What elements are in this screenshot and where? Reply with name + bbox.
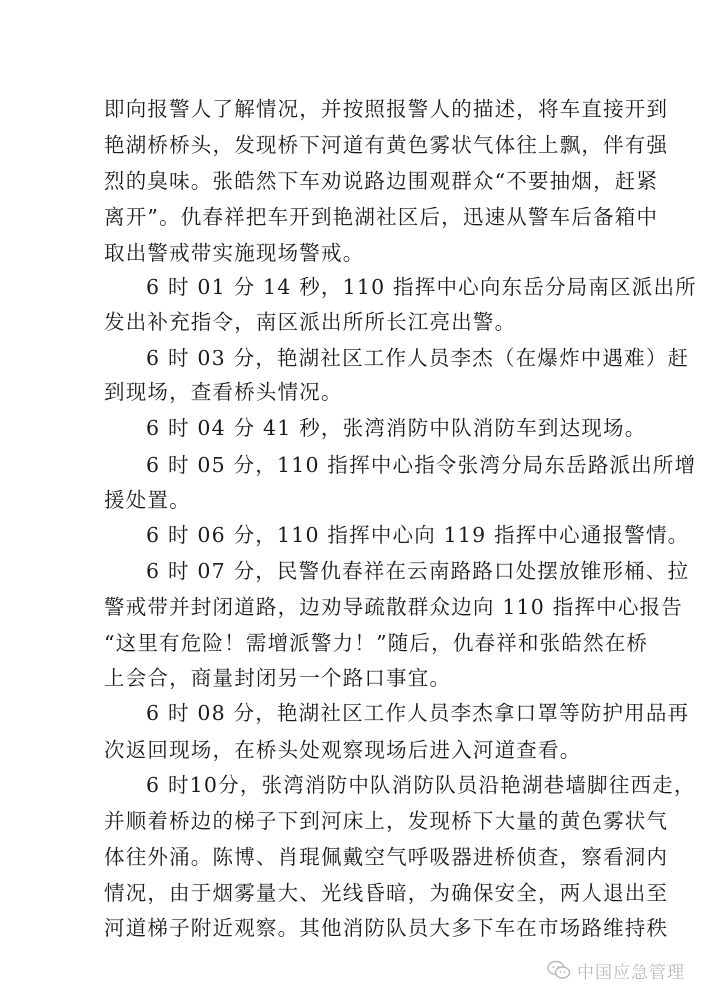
text-line: 烈的臭味。张皓然下车劝说路边围观群众“不要抽烟，赶紧 xyxy=(104,169,659,193)
text-line: 即向报警人了解情况，并按照报警人的描述，将车直接开到 xyxy=(104,97,669,121)
wechat-icon xyxy=(547,960,571,980)
text-line: 取出警戒带实施现场警戒。 xyxy=(104,241,365,265)
text-line: 发出补充指令，南区派出所所长江亮出警。 xyxy=(104,310,517,334)
text-line: 6 时 06 分，110 指挥中心向 119 指挥中心通报警情。 xyxy=(146,523,690,547)
text-line: 河道梯子附近观察。其他消防队员大多下车在市场路维持秩 xyxy=(104,916,669,940)
text-line: 警戒带并封闭道路，边劝导疏散群众边向 110 指挥中心报告 xyxy=(104,595,683,619)
watermark-text: 中国应急管理 xyxy=(577,962,685,983)
text-line: 6 时10分，张湾消防中队消防队员沿艳湖巷墙脚往西走， xyxy=(146,773,696,797)
text-line: 体往外涌。陈博、肖琨佩戴空气呼吸器进桥侦查，察看洞内 xyxy=(104,845,669,869)
text-line: 6 时 07 分，民警仇春祥在云南路路口处摆放锥形桶、拉 xyxy=(146,559,690,583)
text-line: 并顺着桥边的梯子下到河床上，发现桥下大量的黄色雾状气 xyxy=(104,809,669,833)
text-line: 6 时 01 分 14 秒，110 指挥中心向东岳分局南区派出所 xyxy=(146,275,697,299)
text-line: 6 时 08 分，艳湖社区工作人员李杰拿口罩等防护用品再 xyxy=(146,701,690,725)
text-line: 到现场，查看桥头情况。 xyxy=(104,380,343,404)
text-line: 上会合，商量封闭另一个路口事宜。 xyxy=(104,666,452,690)
text-line: 情况，由于烟雾量大、光线昏暗，为确保安全，两人退出至 xyxy=(104,881,669,905)
text-line: 援处置。 xyxy=(104,488,191,512)
watermark xyxy=(547,956,685,984)
text-line: 6 时 04 分 41 秒，张湾消防中队消防车到达现场。 xyxy=(146,416,647,440)
text-line: 艳湖桥桥头，发现桥下河道有黄色雾状气体往上飘，伴有强 xyxy=(104,133,669,157)
text-line: “这里有危险！需增派警力！”随后，仇春祥和张皓然在桥 xyxy=(104,631,649,655)
text-line: 6 时 03 分，艳湖社区工作人员李杰（在爆炸中遇难）赶 xyxy=(146,346,690,370)
text-line: 次返回现场，在桥头处观察现场后进入河道查看。 xyxy=(104,738,582,762)
text-line: 离开”。仇春祥把车开到艳湖社区后，迅速从警车后备箱中 xyxy=(104,205,659,229)
text-line: 6 时 05 分，110 指挥中心指令张湾分局东岳路派出所增 xyxy=(146,453,697,477)
